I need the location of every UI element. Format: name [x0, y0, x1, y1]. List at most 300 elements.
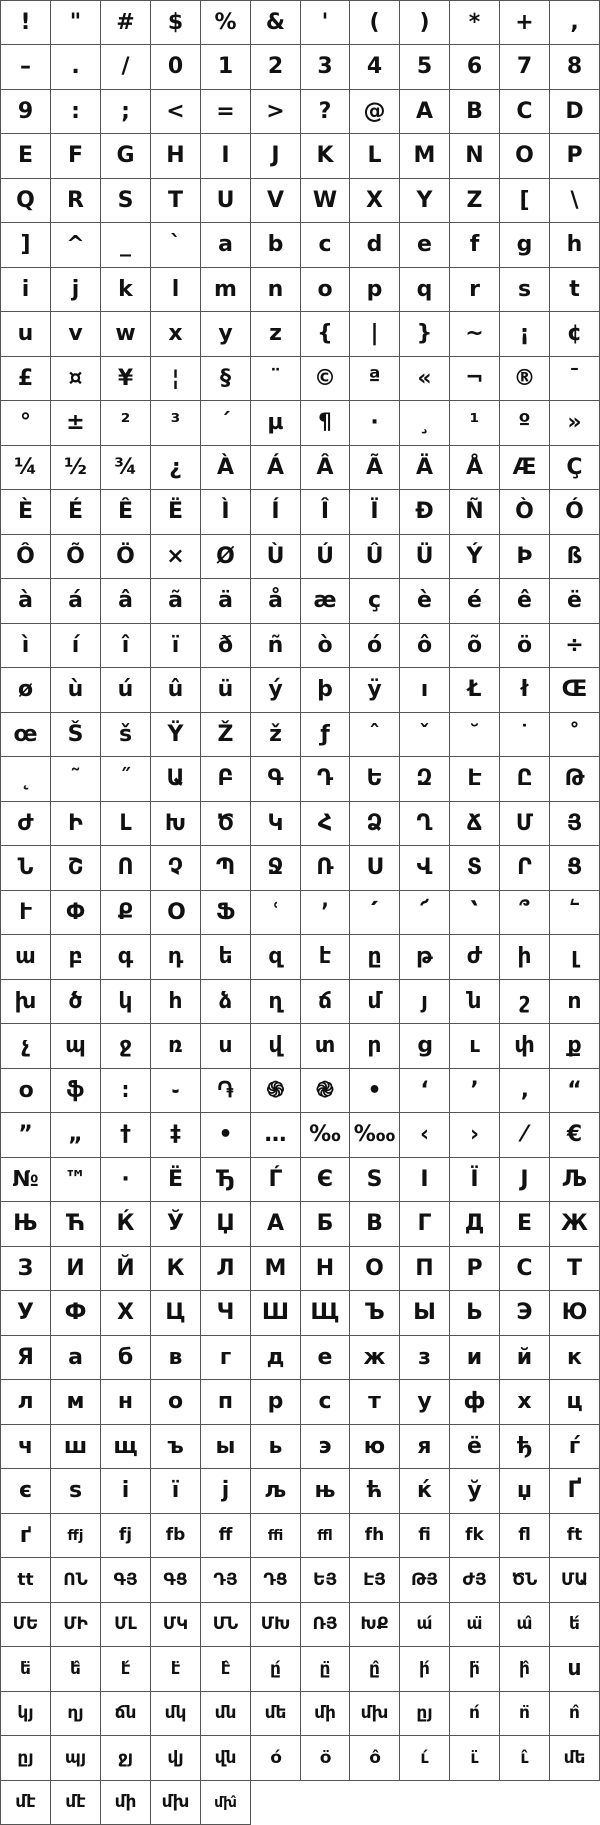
glyph-cell: ³ — [151, 401, 201, 446]
glyph-cell: Ы — [400, 1291, 450, 1336]
glyph-cell: ± — [51, 401, 101, 446]
glyph-cell: Ը — [500, 757, 550, 802]
glyph-cell: › — [450, 1113, 500, 1158]
glyph-cell: Ђ — [201, 1158, 251, 1202]
glyph-cell: ï — [151, 624, 201, 668]
glyph-cell: ß — [550, 535, 600, 579]
glyph-cell: ԺՅ — [450, 1558, 500, 1603]
glyph-cell: ı — [400, 668, 450, 713]
glyph-cell-empty — [400, 1781, 450, 1825]
glyph-cell: մխ̂ — [201, 1781, 251, 1825]
glyph-cell: И — [51, 1247, 101, 1291]
glyph-cell: ffj — [51, 1514, 101, 1558]
glyph-cell: ј — [201, 1469, 251, 1514]
glyph-cell: Г — [400, 1202, 450, 1247]
glyph-cell: ‰ — [301, 1113, 350, 1158]
glyph-cell: * — [450, 1, 500, 45]
glyph-cell: ¢ — [550, 312, 600, 357]
glyph-cell: Զ — [400, 757, 450, 802]
glyph-cell: ° — [1, 401, 51, 446]
glyph-cell: Ջ — [251, 846, 301, 891]
glyph-cell: ա́ — [400, 1603, 450, 1647]
glyph-cell: х — [500, 1380, 550, 1425]
glyph-cell: Թ — [550, 757, 600, 802]
glyph-cell: c — [301, 223, 350, 268]
glyph-cell: ] — [1, 223, 51, 268]
glyph-cell: ж — [350, 1336, 400, 1380]
glyph-cell: L — [350, 134, 400, 179]
glyph-cell: 0 — [151, 45, 201, 90]
glyph-cell: Յ — [550, 802, 600, 846]
glyph-cell: կյ — [1, 1692, 51, 1736]
glyph-cell: É — [51, 490, 101, 535]
glyph-cell: f — [450, 223, 500, 268]
glyph-cell: ‡ — [151, 1113, 201, 1158]
glyph-cell: մխ — [350, 1692, 400, 1736]
glyph-cell: Э — [500, 1291, 550, 1336]
glyph-cell: Ù — [251, 535, 301, 579]
glyph-cell: ^ — [51, 223, 101, 268]
glyph-cell: Н — [301, 1247, 350, 1291]
glyph-cell: ‚ — [500, 1069, 550, 1113]
glyph-cell: U — [201, 179, 251, 223]
glyph-cell: ի — [500, 935, 550, 980]
glyph-cell: Š — [51, 713, 101, 757]
glyph-cell: ê — [500, 579, 550, 624]
glyph-cell: Մ — [500, 802, 550, 846]
glyph-cell: : — [51, 90, 101, 134]
glyph-cell-empty — [301, 1781, 350, 1825]
glyph-cell: û — [151, 668, 201, 713]
glyph-cell: × — [151, 535, 201, 579]
glyph-cell: ž — [251, 713, 301, 757]
glyph-cell: № — [1, 1158, 51, 1202]
glyph-cell: ô — [400, 624, 450, 668]
glyph-cell: ո̈ — [500, 1692, 550, 1736]
glyph-cell: Ä — [400, 446, 450, 490]
glyph-cell: Ì — [201, 490, 251, 535]
glyph-cell: ց — [400, 1024, 450, 1069]
glyph-cell: г — [201, 1336, 251, 1380]
glyph-cell: V — [251, 179, 301, 223]
glyph-cell: ԹՅ — [400, 1558, 450, 1603]
glyph-cell: ґ — [1, 1514, 51, 1558]
glyph-cell: ˜ — [51, 757, 101, 802]
glyph-cell: Ъ — [350, 1291, 400, 1336]
glyph-cell: à — [1, 579, 51, 624]
glyph-cell: q — [400, 268, 450, 312]
glyph-cell: – — [1, 45, 51, 90]
glyph-cell: վ — [251, 1024, 301, 1069]
glyph-cell: Ь — [450, 1291, 500, 1336]
glyph-cell: s — [500, 268, 550, 312]
glyph-cell: ա̈ — [450, 1603, 500, 1647]
glyph-cell: ь — [251, 1425, 301, 1469]
glyph-cell: e — [400, 223, 450, 268]
glyph-cell: І — [400, 1158, 450, 1202]
glyph-cell: է̂ — [201, 1647, 251, 1692]
glyph-cell: ի̂ — [500, 1647, 550, 1692]
glyph-cell: _ — [101, 223, 151, 268]
glyph-cell: ֆ — [51, 1069, 101, 1113]
glyph-cell: Ú — [301, 535, 350, 579]
glyph-cell: մխ — [151, 1781, 201, 1825]
glyph-cell: h — [550, 223, 600, 268]
glyph-cell: R — [51, 179, 101, 223]
glyph-cell: ú — [101, 668, 151, 713]
glyph-cell: љ — [251, 1469, 301, 1514]
glyph-cell: Q — [1, 179, 51, 223]
glyph-cell: ó — [350, 624, 400, 668]
glyph-cell: æ — [301, 579, 350, 624]
glyph-cell: À — [201, 446, 251, 490]
glyph-cell-empty — [350, 1781, 400, 1825]
glyph-cell: з — [400, 1336, 450, 1380]
glyph-cell: զ — [251, 935, 301, 980]
glyph-cell: ý — [251, 668, 301, 713]
glyph-cell: J — [251, 134, 301, 179]
glyph-cell: \ — [550, 179, 600, 223]
glyph-cell: # — [101, 1, 151, 45]
glyph-cell: † — [101, 1113, 151, 1158]
glyph-cell: ⁄ — [500, 1113, 550, 1158]
glyph-cell: չ — [1, 1024, 51, 1069]
glyph-cell: · — [350, 401, 400, 446]
glyph-cell: ¦ — [151, 357, 201, 401]
glyph-cell: ձ — [201, 980, 251, 1024]
glyph-cell: ф — [450, 1380, 500, 1425]
glyph-cell: О — [350, 1247, 400, 1291]
glyph-cell: У — [1, 1291, 51, 1336]
glyph-cell: Ю — [550, 1291, 600, 1336]
glyph-cell: Ï — [350, 490, 400, 535]
glyph-cell: Û — [350, 535, 400, 579]
glyph-cell: / — [101, 45, 151, 90]
glyph-cell: ե́ — [550, 1603, 600, 1647]
glyph-cell: Х — [101, 1291, 151, 1336]
glyph-cell: 8 — [550, 45, 600, 90]
glyph-cell: è — [400, 579, 450, 624]
glyph-cell: O — [500, 134, 550, 179]
glyph-cell: э — [301, 1425, 350, 1469]
glyph-cell: Њ — [1, 1202, 51, 1247]
glyph-cell: ԷՅ — [350, 1558, 400, 1603]
glyph-cell: յ — [400, 980, 450, 1024]
glyph-cell: ˙ — [500, 713, 550, 757]
glyph-cell: ¶ — [301, 401, 350, 446]
glyph-cell: ¡ — [500, 312, 550, 357]
glyph-cell: ծ — [51, 980, 101, 1024]
glyph-cell: С — [500, 1247, 550, 1291]
glyph-cell: þ — [301, 668, 350, 713]
glyph-cell: ft — [550, 1514, 600, 1558]
glyph-cell: Ñ — [450, 490, 500, 535]
glyph-cell: ո̂ — [550, 1692, 600, 1736]
glyph-cell: է — [301, 935, 350, 980]
glyph-cell: Հ — [301, 802, 350, 846]
glyph-cell: Բ — [201, 757, 251, 802]
glyph-cell: ՈՆ — [51, 1558, 101, 1603]
glyph-cell: ՄՆ — [201, 1603, 251, 1647]
glyph-cell: ъ — [151, 1425, 201, 1469]
glyph-cell: ´ — [201, 401, 251, 446]
glyph-cell: щ — [101, 1425, 151, 1469]
glyph-cell: ä — [201, 579, 251, 624]
glyph-cell: є — [1, 1469, 51, 1514]
glyph-cell: ˚ — [550, 713, 600, 757]
glyph-cell: Î — [301, 490, 350, 535]
glyph-cell: պյ — [51, 1736, 101, 1781]
glyph-cell: Й — [101, 1247, 151, 1291]
glyph-cell: ՄԿ — [151, 1603, 201, 1647]
glyph-cell: • — [201, 1113, 251, 1158]
glyph-cell: Щ — [301, 1291, 350, 1336]
glyph-cell: ֍ — [251, 1069, 301, 1113]
glyph-cell: ˛ — [1, 757, 51, 802]
glyph-cell: ԳՅ — [101, 1558, 151, 1603]
glyph-cell: ì — [1, 624, 51, 668]
glyph-cell: ü — [201, 668, 251, 713]
glyph-cell: Կ — [251, 802, 301, 846]
glyph-cell: » — [550, 401, 600, 446]
glyph-cell: ™ — [51, 1158, 101, 1202]
glyph-cell: „ — [51, 1113, 101, 1158]
glyph-cell: е — [301, 1336, 350, 1380]
glyph-cell: ò — [301, 624, 350, 668]
glyph-cell: ¥ — [101, 357, 151, 401]
glyph-cell: ը́ — [251, 1647, 301, 1692]
glyph-cell: ˝ — [101, 757, 151, 802]
glyph-cell: ֎ — [301, 1069, 350, 1113]
glyph-cell: ք — [550, 1024, 600, 1069]
glyph-cell: fj — [101, 1514, 151, 1558]
glyph-cell: Æ — [500, 446, 550, 490]
glyph-cell: в — [151, 1336, 201, 1380]
glyph-cell: л — [1, 1380, 51, 1425]
glyph-cell: у — [400, 1380, 450, 1425]
glyph-cell: 4 — [350, 45, 400, 90]
glyph-cell: Ð — [400, 490, 450, 535]
glyph-cell: ( — [350, 1, 400, 45]
glyph-cell: { — [301, 312, 350, 357]
glyph-cell: š — [101, 713, 151, 757]
glyph-cell: խ — [1, 980, 51, 1024]
glyph-cell: պ — [51, 1024, 101, 1069]
glyph-cell: n — [251, 268, 301, 312]
glyph-cell: ї — [151, 1469, 201, 1514]
glyph-cell: â — [101, 579, 151, 624]
glyph-cell: Դ — [301, 757, 350, 802]
glyph-cell: ՛ — [350, 891, 400, 935]
glyph-cell: ՄԱ — [550, 1558, 600, 1603]
glyph-cell: b — [251, 223, 301, 268]
glyph-cell: N — [450, 134, 500, 179]
glyph-cell: d — [350, 223, 400, 268]
glyph-cell: ё — [450, 1425, 500, 1469]
glyph-cell: 2 — [251, 45, 301, 90]
glyph-cell: ˘ — [450, 713, 500, 757]
glyph-cell: Ց — [550, 846, 600, 891]
glyph-cell: Љ — [550, 1158, 600, 1202]
glyph-cell: մէ — [1, 1781, 51, 1825]
glyph-cell: Z — [450, 179, 500, 223]
glyph-cell: ՞ — [500, 891, 550, 935]
glyph-cell: p — [350, 268, 400, 312]
glyph-cell: Б — [301, 1202, 350, 1247]
glyph-cell: tt — [1, 1558, 51, 1603]
glyph-cell: Е — [500, 1202, 550, 1247]
glyph-cell: к — [550, 1336, 600, 1380]
glyph-cell: է̈ — [151, 1647, 201, 1692]
glyph-cell: Ձ — [350, 802, 400, 846]
glyph-cell: ~ — [450, 312, 500, 357]
glyph-cell: կ — [101, 980, 151, 1024]
glyph-cell: fk — [450, 1514, 500, 1558]
glyph-cell: fl — [500, 1514, 550, 1558]
glyph-cell: @ — [350, 90, 400, 134]
glyph-cell: < — [151, 90, 201, 134]
glyph-cell: մէ — [51, 1781, 101, 1825]
glyph-cell: ԵՅ — [301, 1558, 350, 1603]
glyph-cell: Œ — [550, 668, 600, 713]
glyph-cell: Â — [301, 446, 350, 490]
glyph-cell: Ё — [151, 1158, 201, 1202]
glyph-cell: ? — [301, 90, 350, 134]
glyph-cell: Օ — [151, 891, 201, 935]
glyph-cell: ըյ — [1, 1736, 51, 1781]
glyph-cell: I — [201, 134, 251, 179]
glyph-cell: } — [400, 312, 450, 357]
glyph-cell: ¼ — [1, 446, 51, 490]
glyph-cell: Ի — [51, 802, 101, 846]
glyph-cell: Ե — [350, 757, 400, 802]
glyph-cell: Պ — [201, 846, 251, 891]
glyph-cell: њ — [301, 1469, 350, 1514]
glyph-cell: P — [550, 134, 600, 179]
glyph-cell: Տ — [450, 846, 500, 891]
glyph-cell: ђ — [500, 1425, 550, 1469]
glyph-cell: Y — [400, 179, 450, 223]
glyph-cell: ւ̂ — [500, 1736, 550, 1781]
glyph-cell: Å — [450, 446, 500, 490]
glyph-cell: й — [500, 1336, 550, 1380]
glyph-cell: ՄԻ — [51, 1603, 101, 1647]
glyph-cell: т — [350, 1380, 400, 1425]
glyph-cell: ե̈ — [1, 1647, 51, 1692]
glyph-cell: ի́ — [400, 1647, 450, 1692]
glyph-cell: ըյ — [400, 1692, 450, 1736]
glyph-cell: Ґ — [550, 1469, 600, 1514]
glyph-cell: Փ — [51, 891, 101, 935]
glyph-cell: ÷ — [550, 624, 600, 668]
glyph-cell: ö — [500, 624, 550, 668]
glyph-cell: К — [151, 1247, 201, 1291]
glyph-cell: k — [101, 268, 151, 312]
glyph-cell: > — [251, 90, 301, 134]
glyph-cell: ffl — [301, 1514, 350, 1558]
glyph-cell: Í — [251, 490, 301, 535]
glyph-cell: Ա — [151, 757, 201, 802]
glyph-cell: Ш — [251, 1291, 301, 1336]
glyph-cell: î — [101, 624, 151, 668]
glyph-cell: Á — [251, 446, 301, 490]
glyph-cell: È — [1, 490, 51, 535]
glyph-cell: x — [151, 312, 201, 357]
glyph-cell: A — [400, 90, 450, 134]
glyph-cell: ł — [500, 668, 550, 713]
glyph-cell: • — [350, 1069, 400, 1113]
glyph-cell: А — [251, 1202, 301, 1247]
glyph-cell: Ÿ — [151, 713, 201, 757]
glyph-cell: r — [450, 268, 500, 312]
glyph-cell: fh — [350, 1514, 400, 1558]
glyph-cell: ԴՑ — [251, 1558, 301, 1603]
glyph-cell: ‹ — [400, 1113, 450, 1158]
glyph-cell: Ћ — [51, 1202, 101, 1247]
glyph-cell: ֊ — [151, 1069, 201, 1113]
glyph-cell: օ̂ — [350, 1736, 400, 1781]
glyph-cell: З — [1, 1247, 51, 1291]
glyph-cell: Р — [450, 1247, 500, 1291]
glyph-cell: ¸ — [400, 401, 450, 446]
glyph-cell: ã — [151, 579, 201, 624]
glyph-cell: ԴՅ — [201, 1558, 251, 1603]
glyph-cell: Ս — [350, 846, 400, 891]
glyph-cell: ˆ — [350, 713, 400, 757]
glyph-cell: Ֆ — [201, 891, 251, 935]
glyph-cell: [ — [500, 179, 550, 223]
glyph-cell: ի̈ — [450, 1647, 500, 1692]
glyph-cell: Ք — [101, 891, 151, 935]
glyph-cell: ю — [350, 1425, 400, 1469]
glyph-cell: լ — [550, 935, 600, 980]
glyph-cell: փ — [500, 1024, 550, 1069]
glyph-cell: ւ́ — [400, 1736, 450, 1781]
glyph-cell: E — [1, 134, 51, 179]
glyph-cell-empty — [550, 1781, 600, 1825]
glyph-cell: ч — [1, 1425, 51, 1469]
glyph-cell: Գ — [251, 757, 301, 802]
glyph-cell: մ — [350, 980, 400, 1024]
glyph-cell: Ç — [550, 446, 600, 490]
glyph-cell: ' — [301, 1, 350, 45]
glyph-cell: £ — [1, 357, 51, 401]
glyph-cell: Ë — [151, 490, 201, 535]
glyph-cell: ç — [350, 579, 400, 624]
glyph-cell: Т — [550, 1247, 600, 1291]
glyph-cell: ћ — [350, 1469, 400, 1514]
glyph-cell: մկ — [151, 1692, 201, 1736]
glyph-cell: Շ — [51, 846, 101, 891]
glyph-cell: Ф — [51, 1291, 101, 1336]
glyph-cell: Д — [450, 1202, 500, 1247]
glyph-cell: ë — [550, 579, 600, 624]
glyph-cell: G — [101, 134, 151, 179]
glyph-cell: " — [51, 1, 101, 45]
glyph-cell: ѕ — [51, 1469, 101, 1514]
glyph-cell: ղյ — [51, 1692, 101, 1736]
glyph-cell: Ծ — [201, 802, 251, 846]
glyph-cell: հ — [151, 980, 201, 1024]
glyph-cell: á — [51, 579, 101, 624]
glyph-cell-empty — [450, 1781, 500, 1825]
glyph-cell: ՝ — [450, 891, 500, 935]
glyph-cell: ¤ — [51, 357, 101, 401]
glyph-cell: é — [450, 579, 500, 624]
glyph-cell: ո́ — [450, 1692, 500, 1736]
glyph-cell: 9 — [1, 90, 51, 134]
glyph-cell: . — [51, 45, 101, 90]
